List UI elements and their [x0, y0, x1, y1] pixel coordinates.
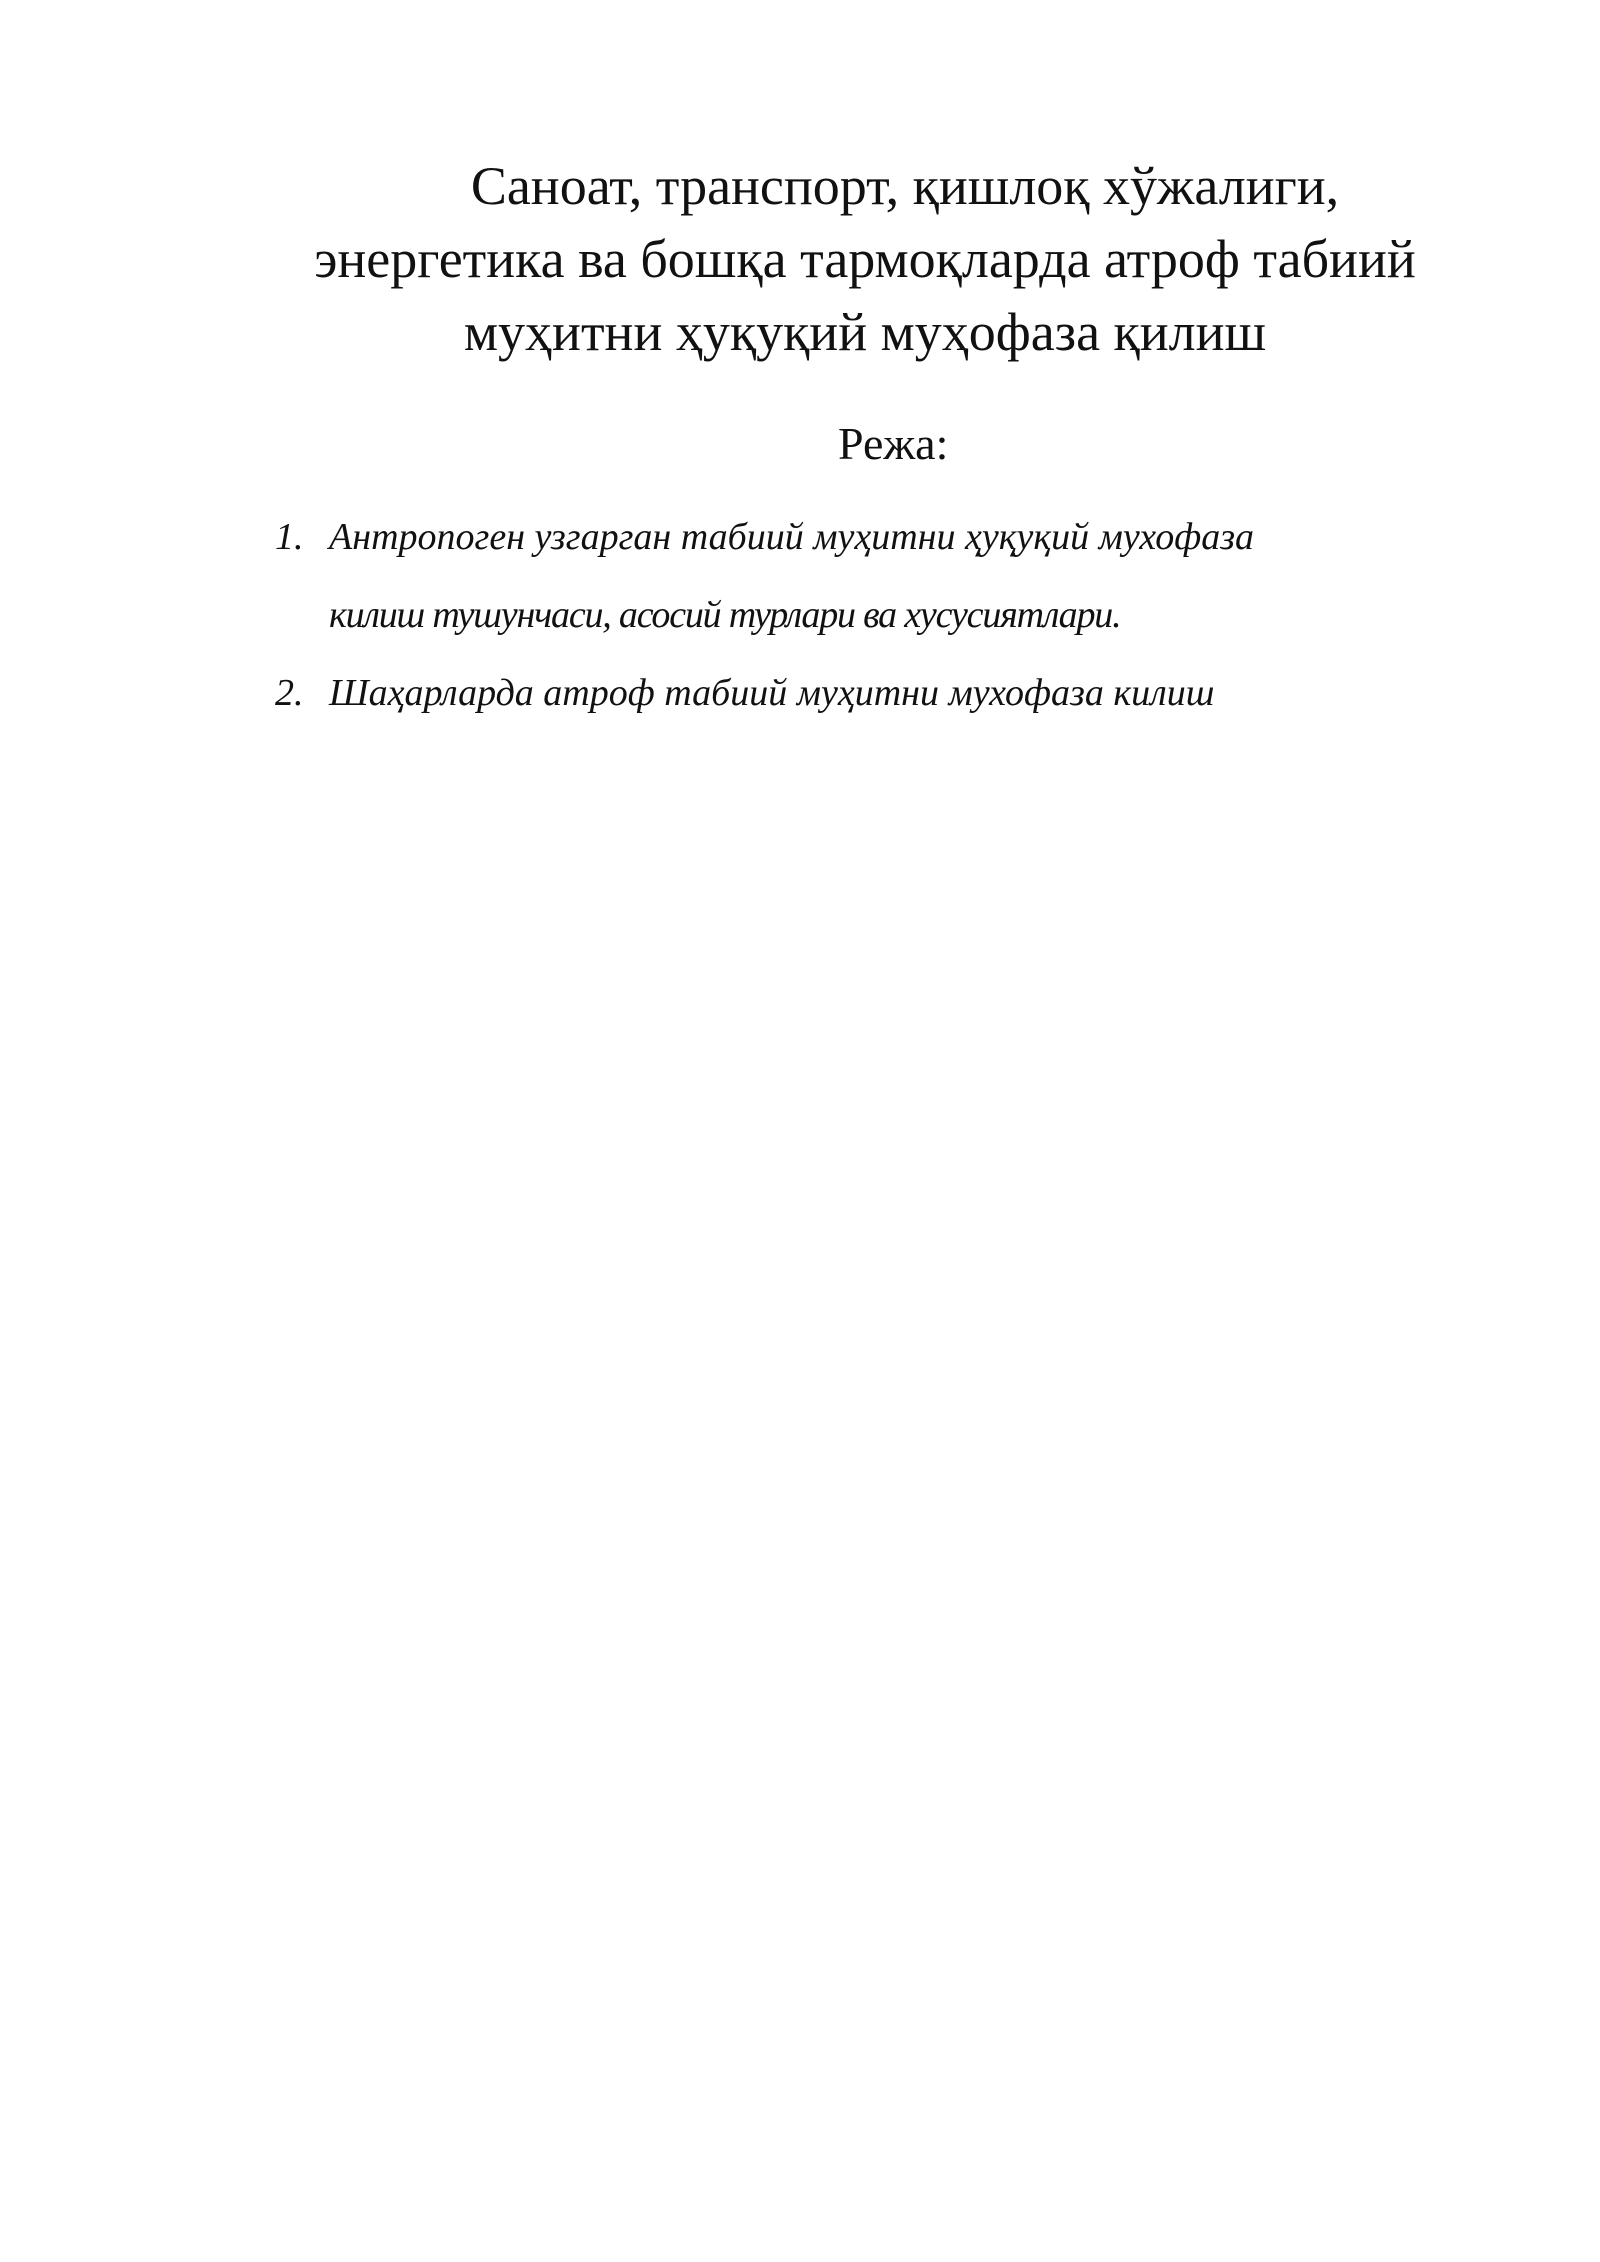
title-line: Саноат, транспорт, қишлоқ хўжалиги,: [470, 156, 1340, 216]
plan-item-text: [329, 498, 1425, 654]
title-line: муҳитни ҳуқуқий муҳофаза қилиш: [463, 302, 1267, 362]
plan-item-line: Антропоген узгарган табиий муҳитни ҳуқуқий мухофаза: [329, 516, 1255, 558]
plan-item-line: килиш тушунчаси, асосий турлари ва хусусиятлари.: [329, 594, 1121, 636]
plan-item: [275, 498, 1425, 654]
plan-item-text: [329, 654, 1425, 732]
plan-heading: Режа:: [838, 418, 949, 469]
plan-item-number: 2.: [275, 672, 304, 714]
plan-item-line: Шаҳарларда атроф табиий муҳитни мухофаза килиш: [329, 672, 1215, 714]
plan-item: [275, 654, 1425, 732]
title-line: энергетика ва бошқа тармоқларда атроф табиий: [314, 229, 1416, 289]
plan-item-number: 1.: [275, 516, 304, 558]
plan-list: [275, 498, 1425, 732]
document-title: [230, 150, 1500, 369]
